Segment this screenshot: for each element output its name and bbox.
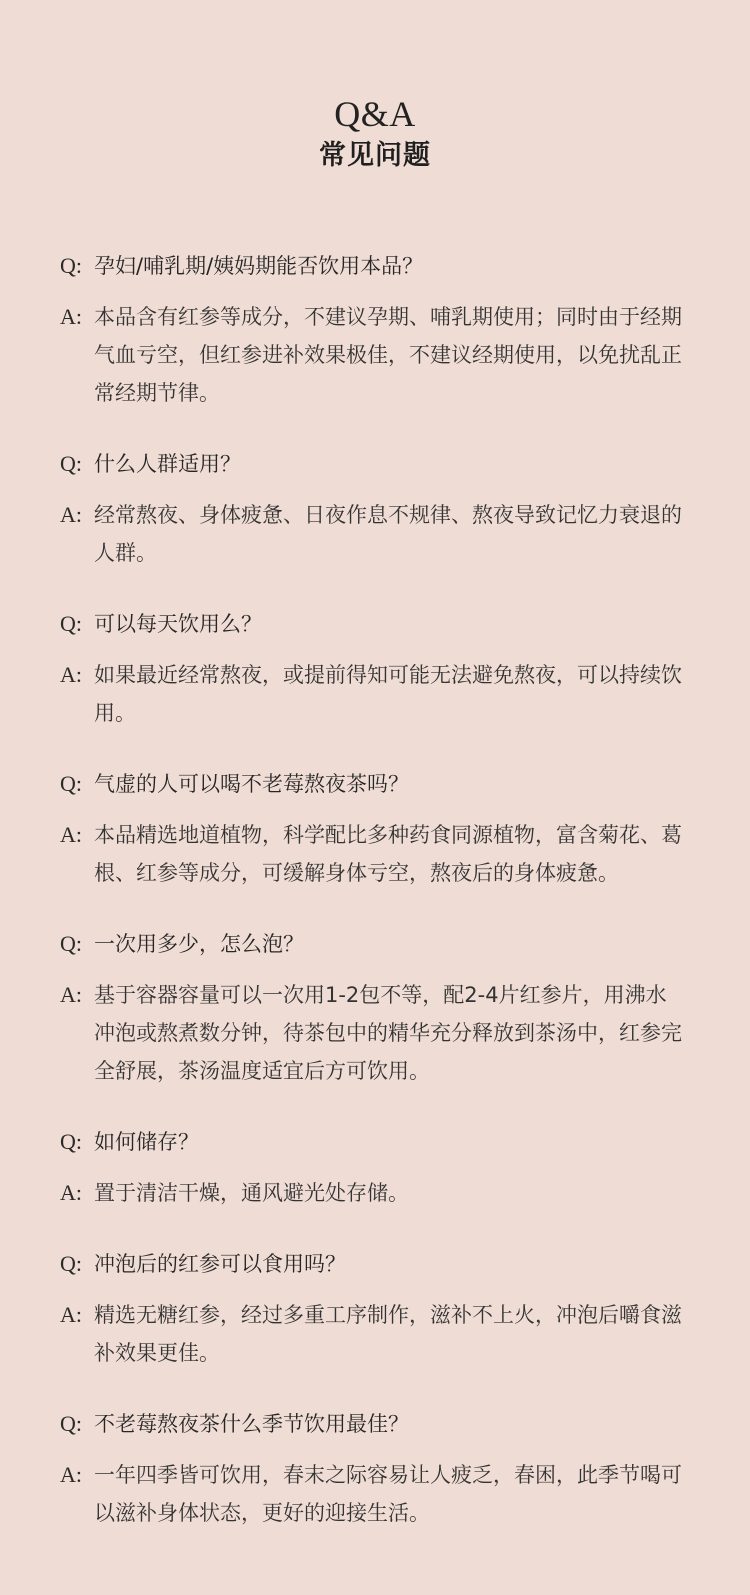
faq-item bbox=[60, 605, 710, 732]
question-text: 一次用多少，怎么泡？ bbox=[94, 932, 304, 956]
answer-marker: A: bbox=[60, 304, 82, 329]
question-text: 如何储存？ bbox=[94, 1130, 199, 1154]
answer-marker: A: bbox=[60, 1180, 82, 1205]
answer-row bbox=[60, 1174, 710, 1212]
question-text: 冲泡后的红参可以食用吗？ bbox=[94, 1252, 346, 1276]
question-text: 可以每天饮用么？ bbox=[94, 612, 262, 636]
question-row bbox=[60, 1245, 710, 1283]
question-marker: Q: bbox=[60, 1411, 82, 1436]
page-header bbox=[0, 92, 750, 174]
faq-list bbox=[60, 247, 710, 1565]
answer-marker: A: bbox=[60, 1462, 82, 1487]
question-marker: Q: bbox=[60, 451, 82, 476]
answer-row bbox=[60, 1296, 710, 1372]
question-row bbox=[60, 445, 710, 483]
answer-row bbox=[60, 816, 710, 892]
faq-item bbox=[60, 1245, 710, 1372]
faq-item bbox=[60, 1405, 710, 1532]
question-marker: Q: bbox=[60, 611, 82, 636]
answer-row bbox=[60, 298, 710, 412]
question-row bbox=[60, 925, 710, 963]
question-marker: Q: bbox=[60, 931, 82, 956]
answer-row bbox=[60, 1456, 710, 1532]
page-title-cn: 常见问题 bbox=[319, 140, 431, 171]
question-row bbox=[60, 1405, 710, 1443]
faq-item bbox=[60, 925, 710, 1090]
answer-text: 一年四季皆可饮用，春末之际容易让人疲乏，春困，此季节喝可以滋补身体状态，更好的迎接生活。 bbox=[94, 1463, 682, 1525]
faq-item bbox=[60, 247, 710, 412]
question-marker: Q: bbox=[60, 1251, 82, 1276]
question-marker: Q: bbox=[60, 253, 82, 278]
answer-text: 基于容器容量可以一次用1-2包不等，配2-4片红参片，用沸水冲泡或熬煮数分钟，待茶包中的精华充分释放到茶汤中，红参完全舒展，茶汤温度适宜后方可饮用。 bbox=[94, 983, 682, 1083]
answer-text: 置于清洁干燥，通风避光处存储。 bbox=[94, 1181, 409, 1205]
question-marker: Q: bbox=[60, 1129, 82, 1154]
faq-item bbox=[60, 445, 710, 572]
answer-marker: A: bbox=[60, 662, 82, 687]
answer-text: 如果最近经常熬夜，或提前得知可能无法避免熬夜，可以持续饮用。 bbox=[94, 663, 682, 725]
faq-item bbox=[60, 1123, 710, 1212]
question-row bbox=[60, 605, 710, 643]
question-row bbox=[60, 1123, 710, 1161]
faq-item bbox=[60, 765, 710, 892]
question-text: 孕妇/哺乳期/姨妈期能否饮用本品？ bbox=[94, 254, 424, 278]
answer-text: 本品精选地道植物，科学配比多种药食同源植物，富含菊花、葛根、红参等成分，可缓解身体亏空，熬夜后的身体疲惫。 bbox=[94, 823, 682, 885]
answer-row bbox=[60, 496, 710, 572]
page-title-en: Q&A bbox=[334, 94, 416, 134]
answer-text: 本品含有红参等成分，不建议孕期、哺乳期使用；同时由于经期气血亏空，但红参进补效果极佳，不建议经期使用，以免扰乱正常经期节律。 bbox=[94, 305, 682, 405]
answer-marker: A: bbox=[60, 502, 82, 527]
question-marker: Q: bbox=[60, 771, 82, 796]
question-text: 气虚的人可以喝不老莓熬夜茶吗？ bbox=[94, 772, 409, 796]
question-row bbox=[60, 247, 710, 285]
answer-marker: A: bbox=[60, 982, 82, 1007]
answer-text: 经常熬夜、身体疲惫、日夜作息不规律、熬夜导致记忆力衰退的人群。 bbox=[94, 503, 682, 565]
answer-marker: A: bbox=[60, 1302, 82, 1327]
question-text: 不老莓熬夜茶什么季节饮用最佳？ bbox=[94, 1412, 409, 1436]
answer-text: 精选无糖红参，经过多重工序制作，滋补不上火，冲泡后嚼食滋补效果更佳。 bbox=[94, 1303, 682, 1365]
answer-marker: A: bbox=[60, 822, 82, 847]
question-row bbox=[60, 765, 710, 803]
answer-row bbox=[60, 656, 710, 732]
question-text: 什么人群适用？ bbox=[94, 452, 241, 476]
answer-row bbox=[60, 976, 710, 1090]
